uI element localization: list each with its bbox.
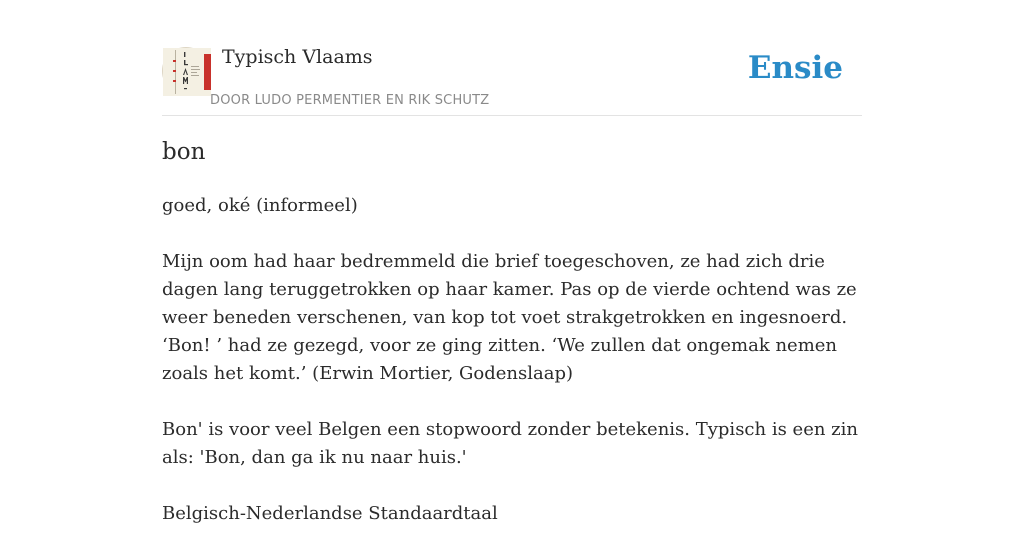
book-cover-graphic <box>163 48 211 96</box>
header <box>162 0 862 116</box>
entry-example-quote: Mijn oom had haar bedremmeld die brief toegeschoven, ze had zich drie dagen lang teruggetrokken op haar kamer. Pas op de vierde ochtend was ze weer beneden verschenen, van kop tot voet strakgetrokken en ingesnoerd. ‘Bon! ’ had ze gezegd, voor ze ging zitten. ‘We zullen dat ongemak nemen zoals het komt.’ (Erwin Mortier, Godenslaap) <box>162 251 857 384</box>
entry-explanation: Bon' is voor veel Belgen een stopwoord zonder betekenis. Typisch is een zin als: 'Bon, dan ga ik nu naar huis.' <box>162 419 858 468</box>
book-authors: DOOR LUDO PERMENTIER EN RIK SCHUTZ <box>210 93 490 108</box>
book-title[interactable]: Typisch Vlaams <box>222 46 373 68</box>
entry-body <box>162 192 862 556</box>
ensie-logo-link[interactable]: Ensie <box>747 50 843 86</box>
page <box>162 0 862 524</box>
entry-term: bon <box>162 139 206 165</box>
entry-definition: goed, oké (informeel) <box>162 195 358 216</box>
book-cover-icon[interactable] <box>162 47 210 95</box>
entry-register: Belgisch-Nederlandse Standaardtaal <box>162 503 498 524</box>
